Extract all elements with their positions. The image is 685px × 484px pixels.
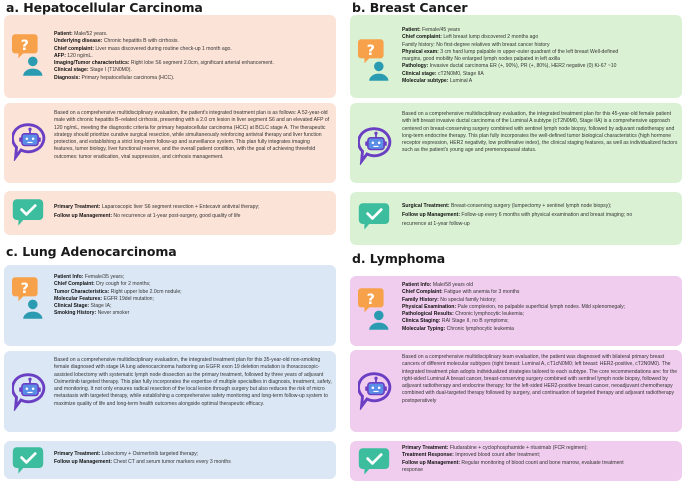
treatment-plan-text: Based on a comprehensive multidisciplinary evaluation, the patient's integrated treatment plan is as follows: A 52-year-old male with chronic hepatitis B–related cirrhosis, presenting with a 2.0 cm lesion in liver segment S6 and an elevated AFP of 120 ng/mL, meeting the diagnostic criteria for primary hepatocellular carcinoma (HCC) at BCLC stage A. The therapeutic strategy should prioritize curative surgical resection, while simultaneously reinforcing antiviral therapy and liver function protection, and establishing a strict long-term follow-up and surveillance system. This plan fully integrates imaging features, tumor biology, liver functional reserve, and the overall patient condition, with the goal of achieving threefold outcomes: tumor eradication, viral suppression, and cirrhosis management.: [54, 110, 330, 160]
case-line: Patient Info: Female/35 years;: [54, 274, 125, 280]
outcome-details: [54, 203, 330, 221]
case-details: [402, 27, 676, 85]
treatment-plan-text: Based on a comprehensive multidisciplinary evaluation, the integrated treatment plan for this 35-year-old non-smoking female diagnosed with stage IA lung adenocarcinoma harboring an EGFR exon 19 deletion mutation is thoracoscopic-assisted lobectomy with systematic lymph node dissection as the primary treatment, followed by three years of adjuvant Osimertinib targeted therapy. This plan fully incorporates the expertise of multiple specialties in diagnosis, treatment, safety, and monitoring. It not only ensures radical resection of the local lesion through surgery but also reduces the risk of micro metastasis with targeted therapy, while establishing a comprehensive safety monitoring and long-term follow-up system to maximize quality of life and long-term health outcomes alongside optimal therapeutic efficacy.: [54, 357, 332, 407]
case-line: Chief complaint: Left breast lump discovered 2 months ago: [402, 34, 539, 41]
case-line: Pathology: Invasive ductal carcinoma ER (+, 90%), PR (+, 80%), HER2 negative (0) Ki-67 ~10: [402, 63, 617, 70]
case-line: Patient: Female/45 years: [402, 27, 461, 33]
section-breast-cancer: [350, 0, 682, 227]
case-card: [350, 276, 682, 346]
outcome-card: [4, 441, 336, 479]
check-bubble-icon: [12, 445, 44, 475]
outcome-line: Primary Treatment: Fludarabine + cyclophosphamide + rituximab (FCR regimen);: [402, 445, 588, 451]
case-line: Patient Info: Male/58 years old: [402, 282, 474, 288]
case-details: [402, 282, 676, 333]
outcome-line: Treatment Response: Improved blood count after treatment;: [402, 452, 541, 459]
outcome-card: [350, 192, 682, 245]
question-person-icon: [12, 32, 44, 78]
case-line: Imaging/Tumor characteristics: Right lobe S6 segment 2.0cm, significant arterial enhancement.: [54, 60, 274, 67]
case-card: [4, 265, 336, 346]
robot-chat-icon: [358, 125, 394, 165]
outcome-line: Primary Treatment: Lobectomy + Osimertinib targeted therapy;: [54, 451, 199, 457]
case-line: Family history: No first-degree relatives with breast cancer history: [402, 41, 550, 48]
case-line: Physical Examination: Pale complexion, no palpable superficial lymph nodes. Mild splenomegaly;: [402, 303, 626, 310]
plan-card: [4, 103, 336, 183]
plan-card: [350, 350, 682, 432]
case-card: [4, 15, 336, 98]
case-line: Clinical stage: Stage I (T1N0M0).: [54, 67, 132, 74]
check-bubble-icon: [358, 201, 390, 231]
case-line: Molecular Typing: Chronic lymphocytic leukemia: [402, 325, 515, 332]
outcome-line: response: [402, 466, 423, 473]
case-line: Molecular subtype: Luminal A: [402, 78, 473, 85]
robot-chat-icon: [12, 371, 48, 411]
plan-card: [350, 103, 682, 183]
case-line: Chief complaint: Liver mass discovered during routine check-up 1 month ago.: [54, 45, 232, 52]
case-line: Molecular Features: EGFR 19del mutation;: [54, 295, 154, 302]
case-line: margins, good mobility No enlarged lymph nodes palpated in left axilla: [402, 56, 560, 63]
section-title: c. Lung Adenocarcinoma: [6, 244, 177, 259]
outcome-details: [54, 451, 330, 466]
case-card: [350, 15, 682, 98]
question-person-icon: [358, 37, 390, 83]
section-title: d. Lymphoma: [352, 251, 446, 266]
case-line: Diagnosis: Primary hepatocellular carcinoma (HCC).: [54, 74, 175, 81]
case-line: Pathological Results: Chronic lymphocytic leukemia;: [402, 311, 525, 318]
check-bubble-icon: [358, 446, 390, 476]
case-line: Family History: No special family history;: [402, 296, 497, 303]
case-line: Physical exam: 3 cm hard lump palpable in upper-outer quadrant of the left breast Well-defined: [402, 48, 619, 55]
question-person-icon: [12, 275, 44, 321]
case-line: AFP: 120 ng/mL.: [54, 52, 93, 59]
treatment-plan-text: Based on a comprehensive multidisciplinary team evaluation, the patient was diagnosed with bilateral primary breast cancers of different molecular subtypes (right breast: Luminal A, cT1cN0M0; left breast: HER2-positive, cT2N0M0). The integrated treatment plan adopts individualized strategies tailored to each subtype. The core recommendations are: for the right-sided Luminal A breast cancer, breast-conserving surgery combined with sentinel lymph node biopsy, followed by adjuvant radiotherapy and endocrine therapy; for the left-sided HER2-positive breast cancer, neoadjuvant chemotherapy combined with dual-targeted therapy followed by surgery, and continuation of targeted therapy and adjuvant radiotherapy postoperatively: [402, 354, 678, 404]
question-person-icon: [358, 286, 390, 332]
outcome-line: Follow up Management: Chest CT and serum tumor markers every 3 months: [54, 458, 231, 465]
outcome-line: Follow up Management: No recurrence at 1-year post-surgery, good quality of life: [54, 213, 241, 219]
case-line: Underlying disease: Chronic hepatitis B with cirrhosis.: [54, 38, 179, 45]
robot-chat-icon: [12, 121, 48, 161]
case-line: Tumor Characteristics: Right upper lobe 2.0cm nodule;: [54, 288, 182, 295]
check-bubble-icon: [12, 197, 44, 227]
case-line: Clinical stage: cT2N0M0, Stage IIA: [402, 70, 484, 77]
outcome-line: Follow up Management: Follow-up every 6 months with physical examination and breast imaging; no: [402, 212, 633, 218]
outcome-line: Follow up Management: Regular monitoring of blood count and bone marrow, evaluate treatment: [402, 459, 624, 466]
case-line: Clinical Stage: Stage IA;: [54, 303, 112, 310]
outcome-line: Surgical Treatment: Breast-conserving surgery (lumpectomy + sentinel lymph node biopsy);: [402, 203, 612, 209]
case-line: Patient: Male/52 years.: [54, 31, 108, 37]
section-lymphoma: [350, 251, 682, 473]
outcome-details: [402, 445, 676, 474]
case-details: [54, 31, 330, 82]
section-title: a. Hepatocellular Carcinoma: [6, 0, 203, 15]
case-details: [54, 274, 330, 318]
outcome-card: [350, 441, 682, 481]
plan-card: [4, 351, 336, 432]
outcome-line: recurrence at 1-year follow-up: [402, 221, 470, 227]
case-line: Clinica Staging: RAI Stage II, no B symptoms;: [402, 318, 509, 325]
section-lung-adenocarcinoma: [4, 244, 336, 465]
treatment-plan-text: Based on a comprehensive multidisciplinary evaluation, the integrated treatment plan for this 45-year-old female patient with left breast invasive ductal carcinoma of the Luminal A subtype (cT2N0M0, Stage IIA) is a comprehensive approach centered on breast-conserving surgery combined with sentinel lymph node biopsy, followed by adjuvant radiotherapy and long-term endocrine therapy. This plan fully incorporates the well-defined tumor biological characteristics (high hormone receptor expression, HER2 negativity, low proliferative index), the clinical staging features, as well as individualized factors such as the patient's young age and premenopausal status.: [402, 111, 678, 154]
outcome-line: Primary Treatment: Laparoscopic liver S6 segment resection + Entecavir antiviral therapy;: [54, 204, 260, 210]
section-title: b. Breast Cancer: [352, 0, 468, 15]
outcome-details: [402, 202, 676, 229]
case-line: Chief Complaint: Fatigue with anemia for 3 months: [402, 289, 520, 296]
section-hepatocellular-carcinoma: [4, 0, 336, 219]
case-line: Smoking History: Never smoker: [54, 310, 130, 317]
case-line: Chief Complaint: Dry cough for 2 months;: [54, 281, 151, 288]
outcome-card: [4, 191, 336, 235]
robot-chat-icon: [358, 370, 394, 410]
